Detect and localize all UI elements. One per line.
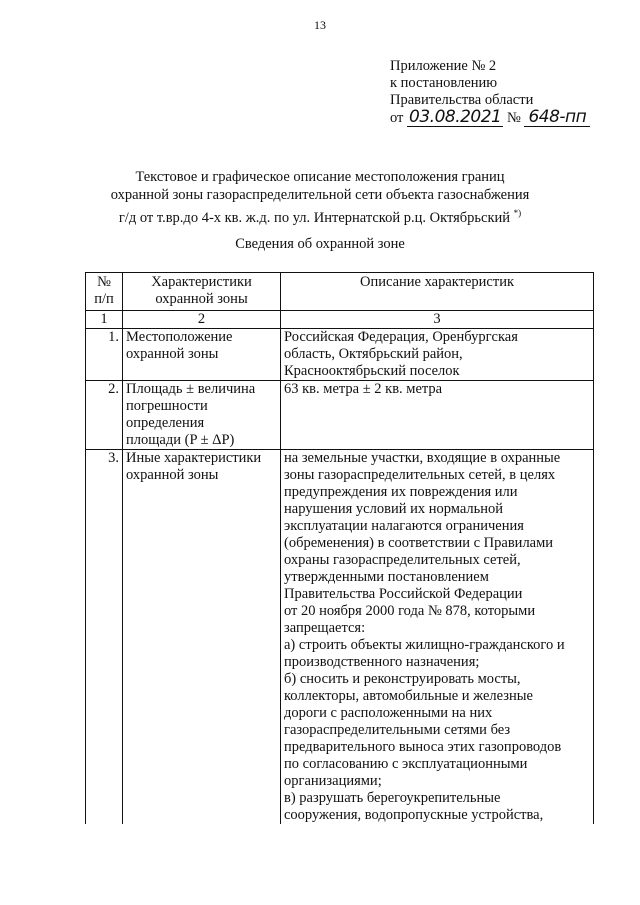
row-characteristic (123, 381, 281, 450)
row-description (281, 450, 594, 825)
text-line: нарушения условий их нормальной (284, 501, 504, 517)
text-line: сооружения, водопропускные устройства, (284, 807, 544, 823)
text-line: Краснооктябрьский поселок (284, 363, 460, 379)
text-line: от 20 ноября 2000 года № 878, которыми (284, 603, 536, 619)
table-row (86, 450, 594, 825)
row-number: 1. (86, 329, 123, 381)
text-line: Иные характеристики (126, 450, 262, 466)
text-line: Местоположение (126, 329, 233, 345)
header-num-line-1: № (97, 274, 111, 290)
text-line: дороги с расположенными на них (284, 705, 493, 721)
page-number: 13 (314, 18, 326, 32)
row-characteristic (123, 329, 281, 381)
text-line: в) разрушать берегоукрепительные (284, 790, 501, 806)
text-line: утвержденными постановлением (284, 569, 489, 585)
title-line-2: охранной зоны газораспределительной сети объекта газоснабжения (110, 187, 530, 203)
text-line: 63 кв. метра ± 2 кв. метра (284, 381, 443, 397)
annex-line-1: Приложение № 2 (390, 58, 497, 74)
text-line: область, Октябрьский район, (284, 346, 463, 362)
row-description (281, 329, 594, 381)
header-row (86, 273, 594, 311)
text-line: коллекторы, автомобильные и железные (284, 688, 533, 704)
row-description (281, 381, 594, 450)
text-line: по согласованию с эксплуатационными (284, 756, 528, 772)
header-char-line-1: Характеристики (151, 274, 252, 290)
title-line-3 (0, 204, 640, 227)
text-line: производственного назначения; (284, 654, 480, 670)
text-line: охраны газораспределительных сетей, (284, 552, 521, 568)
from-label: от (390, 110, 404, 126)
text-line: Российская Федерация, Оренбургская (284, 329, 518, 345)
index-row (86, 311, 594, 329)
text-line: предупреждения их повреждения или (284, 484, 518, 500)
text-line: организациями; (284, 773, 382, 789)
header-description (281, 273, 594, 311)
text-line: погрешности (126, 398, 208, 414)
index-cell-2: 2 (123, 311, 281, 329)
text-line: (обременения) в соответствии с Правилами (284, 535, 554, 551)
header-characteristics (123, 273, 281, 311)
footnote-mark: *) (513, 208, 522, 218)
text-line: зоны газораспределительных сетей, в целях (284, 467, 556, 483)
handwritten-date: 03.08.2021 (409, 107, 502, 127)
header-num (86, 273, 123, 311)
zone-info-table (85, 272, 594, 824)
row-number: 2. (86, 381, 123, 450)
table-row (86, 329, 594, 381)
text-line: охранной зоны (126, 346, 219, 362)
annex-line-2: к постановлению (390, 75, 498, 91)
text-line: Правительства Российской Федерации (284, 586, 523, 602)
row-characteristic (123, 450, 281, 825)
table-row (86, 381, 594, 450)
annex-line-3: Правительства области (390, 92, 534, 108)
text-line: площади (P ± ΔP) (126, 432, 235, 448)
handwritten-number: 648-пп (524, 109, 590, 127)
text-line: охранной зоны (126, 467, 219, 483)
text-line: определения (126, 415, 205, 431)
header-char-line-2: охранной зоны (155, 291, 248, 307)
text-line: эксплуатации налагаются ограничения (284, 518, 524, 534)
header-desc-text: Описание характеристик (359, 274, 514, 290)
document-title (0, 168, 640, 227)
text-line: газораспределительными сетями без (284, 722, 511, 738)
annex-block (390, 58, 590, 127)
text-line: б) сносить и реконструировать мосты, (284, 671, 521, 687)
index-cell-3: 3 (281, 311, 594, 329)
text-line: а) строить объекты жилищно-гражданского и (284, 637, 565, 653)
section-subtitle: Сведения об охранной зоне (235, 236, 405, 252)
number-label: № (507, 110, 521, 126)
text-line: запрещается: (284, 620, 366, 636)
text-line: предварительного выноса этих газопроводов (284, 739, 562, 755)
annex-date-line (390, 109, 590, 127)
text-line: Площадь ± величина (126, 381, 256, 397)
index-cell-1: 1 (86, 311, 123, 329)
text-line: на земельные участки, входящие в охранные (284, 450, 561, 466)
row-number: 3. (86, 450, 123, 825)
title-line-1: Текстовое и графическое описание местоположения границ (135, 169, 505, 185)
header-num-line-2: п/п (94, 291, 114, 307)
title-line-3-text: г/д от т.вр.до 4-х кв. ж.д. по ул. Интернатской р.ц. Октябрьский (118, 209, 511, 226)
